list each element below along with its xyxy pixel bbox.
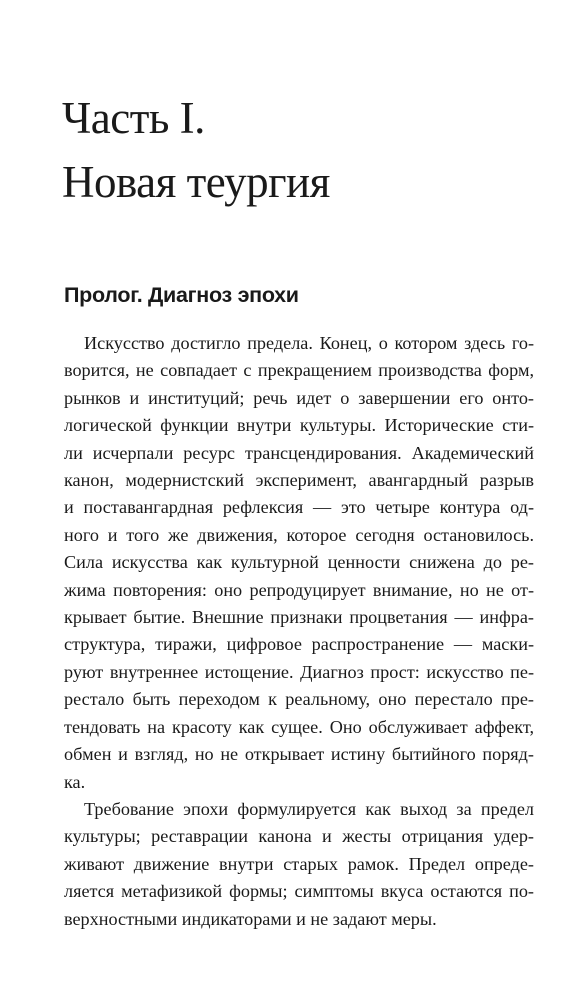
paragraph-2 (64, 796, 534, 933)
text-line: руют внутреннее истощение. Диагноз прост: искусство пе- (64, 661, 534, 682)
text-line: культуры; реставрации канона и жесты отрицания удер- (64, 826, 534, 847)
body-text (64, 330, 534, 933)
part-title (62, 86, 330, 214)
text-line: тендовать на красоту как сущее. Оно обслуживает аффект, (64, 716, 534, 737)
text-line: логической функции внутри культуры. Исторические сти- (64, 415, 534, 436)
text-line: крывает бытие. Внешние признаки процветания — инфра- (64, 607, 534, 628)
text-line: рестало быть переходом к реальному, оно перестало пре- (64, 689, 534, 710)
text-line: Сила искусства как культурной ценности снижена до ре- (64, 552, 534, 573)
text-line: рынков и институций; речь идет о завершении его онто- (64, 387, 534, 408)
text-line: ного и того же движения, которое сегодня остановилось. (64, 524, 534, 545)
text-line: структура, тиражи, цифровое распространение — маски- (64, 634, 534, 655)
part-title-line-1: Часть I. (62, 93, 205, 143)
part-title-line-2: Новая теургия (62, 157, 330, 207)
text-line: канон, модернистский эксперимент, авангардный разрыв (64, 470, 534, 491)
text-line: ляется метафизикой формы; симптомы вкуса остаются по- (64, 881, 534, 902)
section-heading: Пролог. Диагноз эпохи (64, 283, 299, 307)
text-line: ка. (64, 771, 86, 792)
paragraph-1 (64, 330, 534, 796)
text-line: жима повторения: оно репродуцирует внимание, но не от- (64, 579, 534, 600)
text-line: Искусство достигло предела. Конец, о котором здесь го- (84, 333, 534, 353)
text-line: ли исчерпали ресурс трансцендирования. Академический (64, 442, 534, 463)
text-line: и поставангардная рефлексия — это четыре контура од- (64, 497, 534, 518)
text-line: живают движение внутри старых рамок. Предел опреде- (64, 853, 534, 874)
text-line: Требование эпохи формулируется как выход за предел (84, 798, 534, 819)
text-line: верхностными индикаторами и не задают меры. (64, 908, 437, 929)
text-line: ворится, не совпадает с прекращением производства форм, (64, 360, 534, 381)
text-line: обмен и взгляд, но не открывает истину бытийного поряд- (64, 744, 534, 765)
